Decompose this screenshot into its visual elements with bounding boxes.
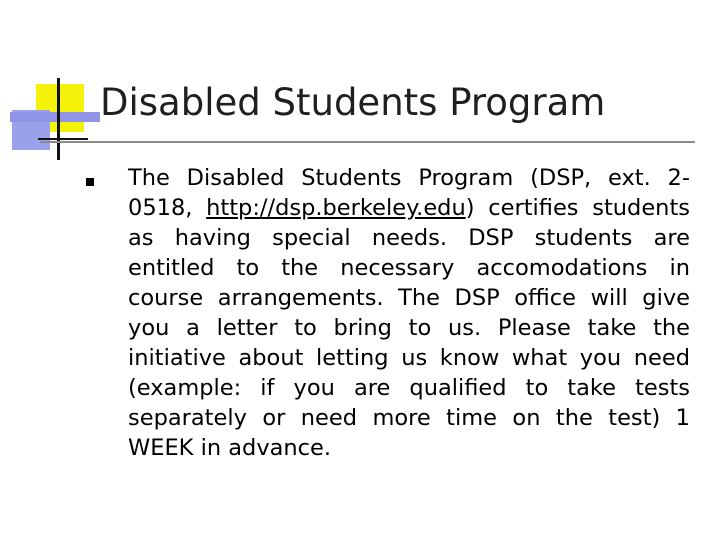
bullet-marker: [86, 178, 94, 186]
slide-title: Disabled Students Program: [100, 81, 606, 124]
paragraph-text-start: The Disabled Students Program (DSP, ext. 2-0518,: [128, 165, 690, 221]
bullet-paragraph: [128, 163, 690, 463]
paragraph-text-end: ) certifies students as having special needs. DSP students are entitled to the necessary accomodations in course arrangements. The DSP office will give you a letter to bring to us. Please take the initiative about letting us know what you need (example: if you are qualified to take tests separately or need more time on the test) 1 WEEK in advance.: [128, 195, 690, 461]
horizontal-line: [38, 138, 88, 140]
decorative-corner-graphic: [0, 0, 110, 170]
title-divider: [40, 141, 695, 143]
blue-horizontal-bar: [10, 112, 100, 122]
vertical-line: [57, 78, 60, 160]
dsp-website-link[interactable]: http://dsp.berkeley.edu: [206, 195, 466, 221]
